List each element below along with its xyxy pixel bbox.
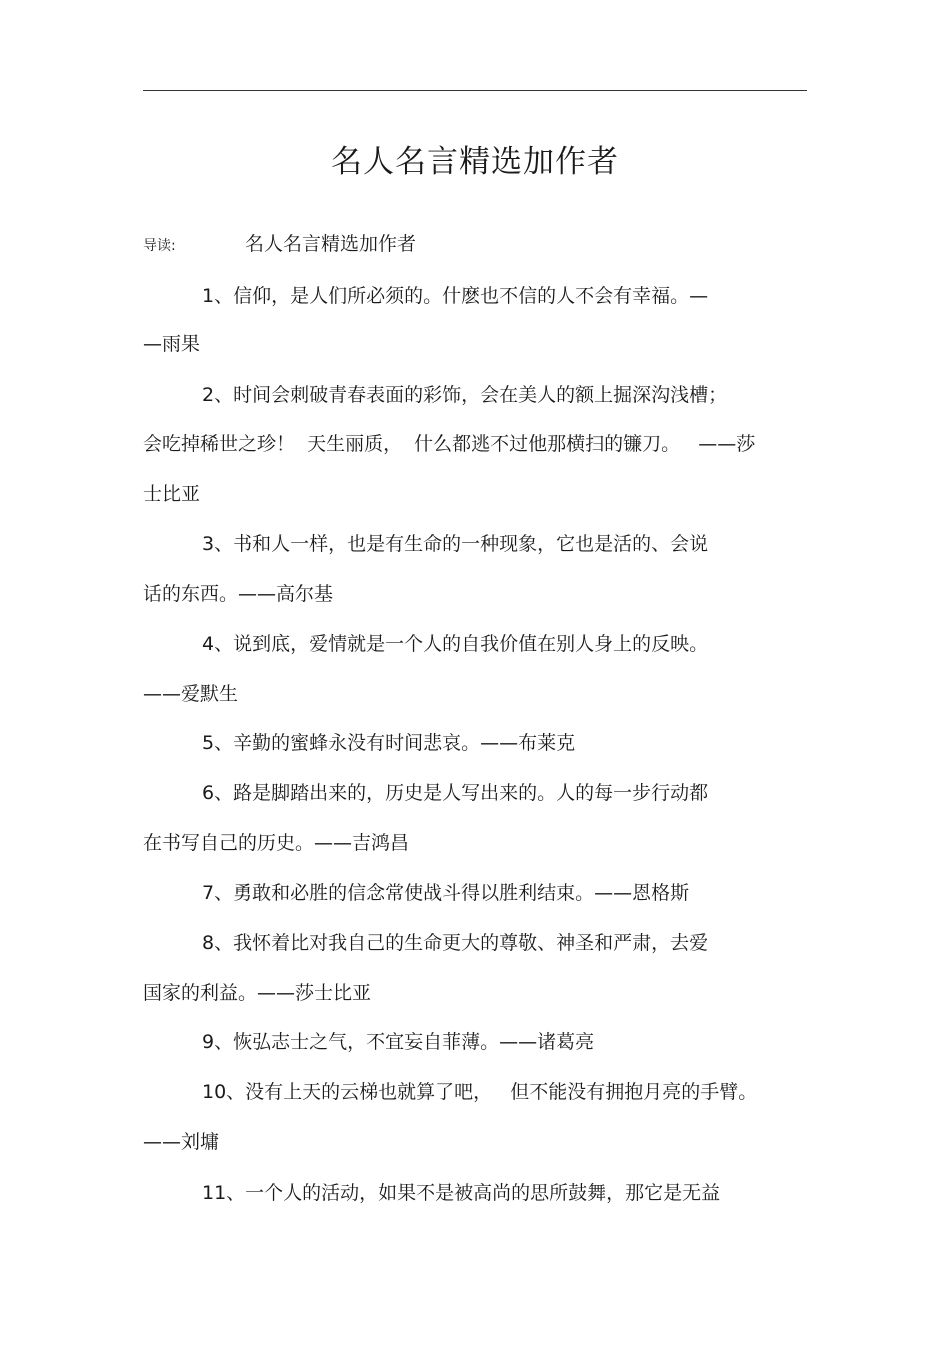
- intro-text: 名人名言精选加作者: [245, 233, 417, 255]
- quote-line: 会吃掉稀世之珍！ 天生丽质， 什么都逃不过他那横扫的镰刀。 ——莎: [143, 433, 756, 455]
- quote-line: 8、我怀着比对我自己的生命更大的尊敬、神圣和严肃，去爱: [202, 932, 709, 954]
- quote-line: 2、时间会刺破青春表面的彩饰，会在美人的额上掘深沟浅槽；: [202, 384, 728, 406]
- quote-line: 7、勇敢和必胜的信念常使战斗得以胜利结束。——恩格斯: [202, 882, 690, 904]
- quote-line: 士比亚: [143, 483, 201, 505]
- quote-line: 国家的利益。——莎士比亚: [143, 982, 372, 1004]
- quote-line: 话的东西。——高尔基: [143, 583, 334, 605]
- header-rule: [143, 90, 807, 91]
- quote-line: 10、没有上天的云梯也就算了吧， 但不能没有拥抱月亮的手臂。: [202, 1081, 758, 1103]
- quote-line: 4、说到底，爱情就是一个人的自我价值在别人身上的反映。: [202, 633, 709, 655]
- quote-line: 6、路是脚踏出来的，历史是人写出来的。人的每一步行动都: [202, 782, 709, 804]
- intro-label: 导读:: [143, 238, 176, 254]
- quote-line: ——爱默生: [143, 683, 239, 705]
- quote-line: 在书写自己的历史。——吉鸿昌: [143, 832, 410, 854]
- quote-line: 5、辛勤的蜜蜂永没有时间悲哀。——布莱克: [202, 732, 576, 754]
- quote-line: ——刘墉: [143, 1131, 220, 1153]
- quote-line: —雨果: [143, 333, 201, 355]
- quote-line: 11、一个人的活动，如果不是被高尚的思所鼓舞，那它是无益: [202, 1182, 721, 1204]
- page-title: 名人名言精选加作者: [331, 144, 619, 180]
- quote-line: 1、信仰，是人们所必须的。什麽也不信的人不会有幸福。—: [202, 285, 709, 307]
- quote-line: 9、恢弘志士之气，不宜妄自菲薄。——诸葛亮: [202, 1031, 595, 1053]
- quote-line: 3、书和人一样，也是有生命的一种现象，它也是活的、会说: [202, 533, 709, 555]
